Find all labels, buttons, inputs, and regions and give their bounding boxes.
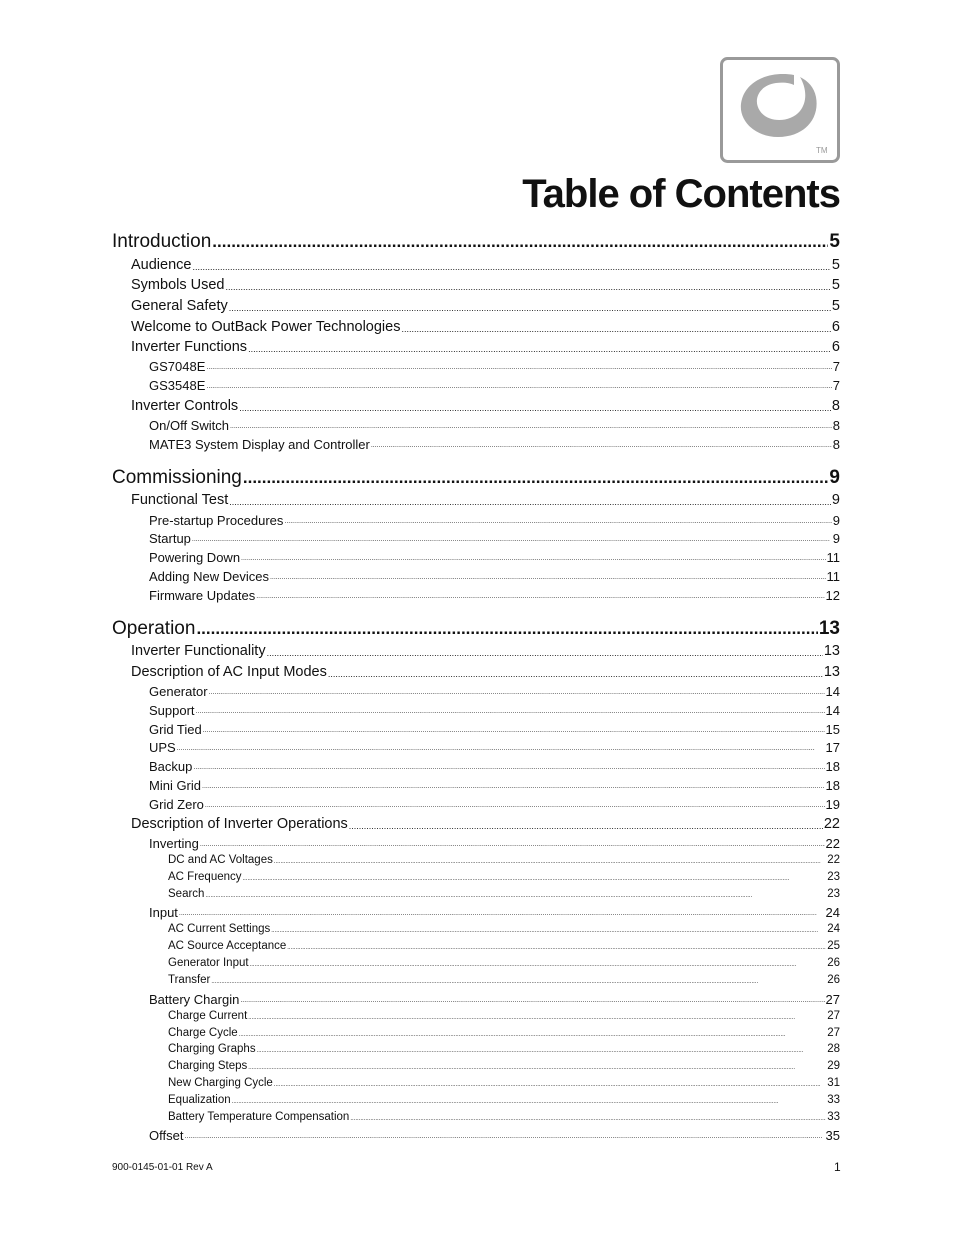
toc-entry-title: AC Current Settings [168, 923, 271, 935]
toc-entry-page-number: 9 [832, 513, 840, 528]
toc-entry-title: Operation [112, 618, 196, 639]
toc-entry-level-2[interactable] [131, 256, 840, 275]
toc-entry-title: UPS [149, 740, 176, 755]
toc-entry-level-4[interactable] [168, 1110, 840, 1125]
toc-entry-page-number: 24 [827, 923, 840, 935]
toc-entry-title: GS7048E [149, 359, 206, 374]
dot-leader [256, 590, 824, 604]
dot-leader [274, 1079, 826, 1091]
dot-leader [267, 646, 823, 661]
page-title: Table of Contents [522, 172, 840, 216]
dot-leader [179, 907, 825, 921]
toc-entry-level-3[interactable] [149, 549, 840, 566]
dot-leader [209, 686, 825, 700]
toc-entry-level-2[interactable] [131, 491, 840, 510]
toc-entry-page-number: 28 [827, 1043, 840, 1055]
toc-entry-page-number: 15 [825, 722, 840, 737]
toc-entry-title: Inverter Functionality [131, 643, 266, 659]
toc-entry-level-4[interactable] [168, 973, 840, 988]
dot-leader [257, 1045, 827, 1057]
toc-entry-title: Charge Current [168, 1010, 248, 1022]
toc-entry-page-number: 6 [831, 319, 840, 335]
dot-leader [196, 617, 817, 641]
toc-entry-page-number: 29 [827, 1060, 840, 1072]
toc-entry-title: Functional Test [131, 492, 229, 508]
toc-entry-title: Generator Input [168, 957, 249, 969]
toc-entry-page-number: 26 [827, 974, 840, 986]
toc-entry-title: Transfer [168, 974, 211, 986]
toc-entry-title: Pre-startup Procedures [149, 513, 284, 528]
toc-entry-page-number: 26 [827, 957, 840, 969]
toc-entry-level-4[interactable] [168, 939, 840, 954]
toc-entry-level-4[interactable] [168, 1009, 840, 1024]
toc-entry-title: Support [149, 703, 195, 718]
toc-entry-title: Inverter Controls [131, 398, 239, 414]
dot-leader [248, 1012, 826, 1024]
toc-entry-title: Grid Zero [149, 797, 204, 812]
toc-entry-page-number: 13 [818, 618, 840, 639]
toc-entry-page-number: 14 [825, 703, 840, 718]
toc-entry-title: Description of AC Input Modes [131, 664, 327, 680]
toc-entry-level-1[interactable] [112, 466, 840, 490]
toc-entry-page-number: 22 [827, 854, 840, 866]
toc-entry-title: Input [149, 905, 178, 920]
toc-entry-title: Description of Inverter Operations [131, 816, 348, 832]
toc-entry-level-3[interactable] [149, 991, 840, 1008]
toc-entry-page-number: 33 [827, 1111, 840, 1123]
document-number: 900-0145-01-01 Rev A [112, 1162, 213, 1173]
toc-entry-level-3[interactable] [149, 530, 840, 547]
dot-leader [205, 799, 825, 813]
toc-entry-page-number: 31 [827, 1077, 840, 1089]
page-number: 1 [834, 1160, 841, 1174]
dot-leader [371, 439, 832, 453]
toc-entry-level-3[interactable] [149, 436, 840, 453]
toc-entry-title: Inverting [149, 836, 199, 851]
toc-entry-level-4[interactable] [168, 1042, 840, 1057]
dot-leader [274, 856, 826, 868]
toc-entry-level-3[interactable] [149, 683, 840, 700]
dot-leader [184, 1130, 824, 1144]
toc-entry-level-2[interactable] [131, 318, 840, 337]
toc-entry-page-number: 22 [823, 816, 840, 832]
toc-entry-title: Generator [149, 684, 208, 699]
toc-entry-title: On/Off Switch [149, 418, 229, 433]
toc-entry-level-4[interactable] [168, 1076, 840, 1091]
dot-leader [243, 466, 829, 490]
toc-entry-page-number: 13 [823, 664, 840, 680]
toc-entry-level-4[interactable] [168, 1026, 840, 1041]
dot-leader [287, 942, 826, 954]
toc-entry-page-number: 8 [832, 418, 840, 433]
toc-entry-level-3[interactable] [149, 568, 840, 585]
dot-leader [248, 342, 831, 357]
toc-entry-page-number: 5 [829, 231, 840, 252]
toc-entry-level-4[interactable] [168, 887, 840, 902]
toc-entry-level-2[interactable] [131, 642, 840, 661]
dot-leader [193, 761, 824, 775]
toc-entry-page-number: 9 [829, 467, 840, 488]
toc-entry-title: General Safety [131, 298, 228, 314]
dot-leader [206, 361, 831, 375]
toc-entry-page-number: 8 [831, 398, 840, 414]
toc-entry-level-2[interactable] [131, 297, 840, 316]
toc-entry-level-3[interactable] [149, 587, 840, 604]
trademark-label: TM [816, 146, 828, 155]
toc-entry-level-3[interactable] [149, 721, 840, 738]
toc-entry-title: Audience [131, 257, 192, 273]
toc-entry-title: Equalization [168, 1094, 231, 1106]
toc-entry-level-3[interactable] [149, 358, 840, 375]
toc-entry-page-number: 5 [831, 277, 840, 293]
toc-entry-title: MATE3 System Display and Controller [149, 437, 370, 452]
toc-entry-page-number: 12 [825, 588, 840, 603]
toc-entry-level-4[interactable] [168, 870, 840, 885]
dot-leader [211, 976, 826, 988]
toc-entry-title: Symbols Used [131, 277, 225, 293]
toc-entry-level-3[interactable] [149, 796, 840, 813]
toc-entry-title: AC Frequency [168, 871, 242, 883]
toc-entry-page-number: 17 [825, 740, 840, 755]
toc-entry-title: AC Source Acceptance [168, 940, 287, 952]
toc-entry-title: Inverter Functions [131, 339, 248, 355]
toc-entry-page-number: 11 [826, 550, 840, 565]
toc-entry-level-3[interactable] [149, 1127, 840, 1144]
dot-leader [177, 742, 825, 756]
toc-entry-title: Backup [149, 759, 193, 774]
dot-leader [225, 280, 830, 295]
toc-entry-title: Mini Grid [149, 778, 202, 793]
dot-leader [192, 533, 832, 547]
toc-entry-title: GS3548E [149, 378, 206, 393]
toc-entry-level-3[interactable] [149, 777, 840, 794]
toc-entry-page-number: 18 [825, 778, 840, 793]
dot-leader [203, 724, 825, 738]
toc-entry-level-3[interactable] [149, 739, 840, 756]
toc-entry-title: Commissioning [112, 467, 242, 488]
dot-leader [349, 819, 823, 834]
dot-leader [250, 959, 827, 971]
toc-entry-page-number: 25 [827, 940, 840, 952]
toc-entry-title: Offset [149, 1128, 184, 1143]
dot-leader [243, 873, 827, 885]
toc-entry-page-number: 9 [832, 531, 840, 546]
toc-entry-page-number: 24 [825, 905, 840, 920]
dot-leader [192, 260, 830, 275]
toc-entry-page-number: 27 [827, 1027, 840, 1039]
toc-entry-level-3[interactable] [149, 758, 840, 775]
toc-entry-page-number: 11 [826, 569, 840, 584]
toc-entry-page-number: 9 [831, 492, 840, 508]
toc-entry-title: Grid Tied [149, 722, 202, 737]
dot-leader [206, 380, 831, 394]
toc-entry-level-4[interactable] [168, 853, 840, 868]
toc-entry-page-number: 22 [825, 836, 840, 851]
dot-leader [401, 322, 830, 337]
dot-leader [230, 420, 832, 434]
toc-entry-page-number: 23 [827, 871, 840, 883]
toc-entry-page-number: 19 [825, 797, 840, 812]
dot-leader [202, 780, 825, 794]
toc-entry-level-4[interactable] [168, 1093, 840, 1108]
toc-entry-page-number: 7 [832, 378, 840, 393]
toc-entry-title: Powering Down [149, 550, 241, 565]
dot-leader [270, 571, 826, 585]
toc-entry-page-number: 13 [823, 643, 840, 659]
toc-entry-level-2[interactable] [131, 663, 840, 682]
toc-entry-page-number: 18 [825, 759, 840, 774]
dot-leader [212, 230, 828, 254]
toc-entry-title: Firmware Updates [149, 588, 256, 603]
dot-leader [196, 705, 825, 719]
toc-entry-title: Battery Chargin [149, 992, 240, 1007]
toc-entry-level-2[interactable] [131, 276, 840, 295]
toc-entry-level-2[interactable] [131, 397, 840, 416]
toc-entry-level-4[interactable] [168, 1059, 840, 1074]
toc-entry-level-4[interactable] [168, 956, 840, 971]
dot-leader [239, 401, 831, 416]
toc-entry-title: Introduction [112, 231, 212, 252]
dot-leader [248, 1062, 826, 1074]
toc-entry-page-number: 33 [827, 1094, 840, 1106]
toc-entry-level-4[interactable] [168, 922, 840, 937]
toc-entry-page-number: 8 [832, 437, 840, 452]
toc-entry-level-3[interactable] [149, 702, 840, 719]
toc-entry-title: Adding New Devices [149, 569, 269, 584]
toc-entry-title: Charge Cycle [168, 1027, 238, 1039]
toc-entry-title: New Charging Cycle [168, 1077, 273, 1089]
dot-leader [350, 1113, 826, 1125]
dot-leader [284, 515, 831, 529]
toc-entry-level-1[interactable] [112, 617, 840, 641]
dot-leader [241, 552, 825, 566]
toc-entry-page-number: 14 [825, 684, 840, 699]
toc-entry-page-number: 5 [831, 257, 840, 273]
dot-leader [200, 838, 825, 852]
toc-entry-level-2[interactable] [131, 338, 840, 357]
toc-entry-title: Battery Temperature Compensation [168, 1111, 350, 1123]
toc-entry-title: Search [168, 888, 205, 900]
toc-entry-level-3[interactable] [149, 377, 840, 394]
dot-leader [240, 994, 824, 1008]
toc-entry-level-3[interactable] [149, 417, 840, 434]
toc-entry-page-number: 27 [825, 992, 840, 1007]
toc-entry-page-number: 27 [827, 1010, 840, 1022]
toc-entry-title: Charging Steps [168, 1060, 248, 1072]
toc-entry-level-3[interactable] [149, 512, 840, 529]
toc-entry-title: Startup [149, 531, 191, 546]
dot-leader [232, 1096, 827, 1108]
toc-entry-page-number: 35 [825, 1128, 840, 1143]
dot-leader [328, 667, 823, 682]
dot-leader [205, 890, 826, 902]
dot-leader [239, 1029, 827, 1041]
toc-entry-page-number: 7 [832, 359, 840, 374]
toc-entry-page-number: 5 [831, 298, 840, 314]
toc-entry-level-3[interactable] [149, 904, 840, 921]
toc-entry-page-number: 23 [827, 888, 840, 900]
toc-entry-level-1[interactable] [112, 230, 840, 254]
toc-entry-title: DC and AC Voltages [168, 854, 273, 866]
toc-entry-page-number: 6 [831, 339, 840, 355]
dot-leader [229, 495, 831, 510]
dot-leader [229, 301, 831, 316]
toc-entry-level-2[interactable] [131, 815, 840, 834]
dot-leader [271, 925, 826, 937]
toc-entry-title: Charging Graphs [168, 1043, 256, 1055]
toc-entry-title: Welcome to OutBack Power Technologies [131, 319, 401, 335]
toc-entry-level-3[interactable] [149, 835, 840, 852]
